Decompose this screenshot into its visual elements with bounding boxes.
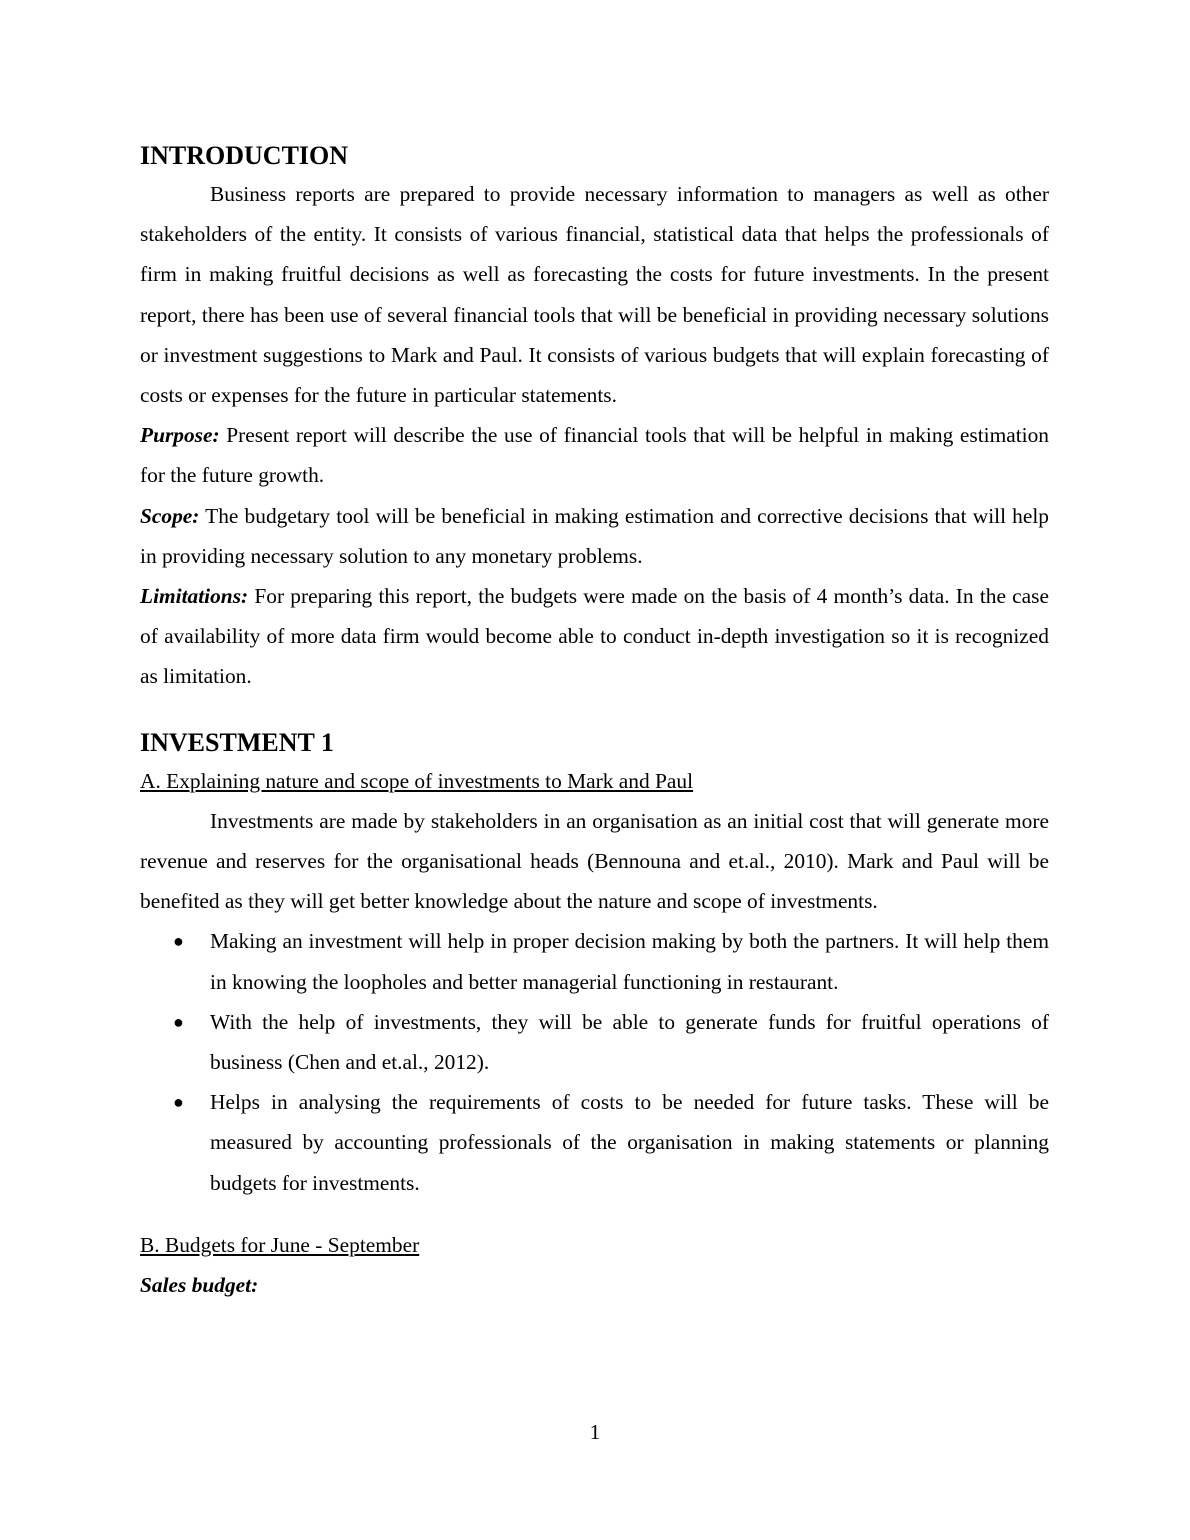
introduction-heading: INTRODUCTION xyxy=(140,141,349,170)
introduction-paragraph: Business reports are prepared to provide necessary information to managers as well as other stakeholders of the entity. It consists of various financial, statistical data that helps the professionals of firm in making fruitful decisions as well as forecasting the costs for future investments. In the present report, there has been use of several financial tools that will be beneficial in providing necessary solutions or investment suggestions to Mark and Paul. It consists of various budgets that will explain forecasting of costs or expenses for the future in particular statements. xyxy=(140,182,1049,408)
scope-label: Scope: xyxy=(140,503,200,528)
purpose-text: Present report will describe the use of financial tools that will be helpful in making estimation for the future growth. xyxy=(140,423,1049,488)
section-spacer xyxy=(140,1203,1049,1225)
subheading-a: A. Explaining nature and scope of investments to Mark and Paul xyxy=(140,768,694,793)
page-number: 1 xyxy=(589,1420,601,1444)
bullet-icon: ● xyxy=(173,1011,184,1032)
limitations-paragraph xyxy=(140,576,1049,697)
list-item-text: With the help of investments, they will be able to generate funds for fruitful operations of business (Chen and et.al., 2012). xyxy=(210,1009,1049,1075)
sales-budget-label: Sales budget: xyxy=(140,1273,259,1298)
investment-paragraph: Investments are made by stakeholders in an organisation as an initial cost that will generate more revenue and reserves for the organisational heads (Bennouna and et.al., 2010). Mark and Paul will be benefited as they will get better knowledge about the nature and scope of investments. xyxy=(140,808,1049,914)
bullet-icon: ● xyxy=(173,1092,184,1113)
list-item xyxy=(140,1082,1049,1203)
purpose-paragraph xyxy=(140,415,1049,495)
limitations-label: Limitations: xyxy=(140,584,249,609)
scope-text: The budgetary tool will be beneficial in making estimation and corrective decisions that will help in providing necessary solution to any monetary problems. xyxy=(140,503,1049,568)
sales-budget-paragraph xyxy=(140,1265,1049,1305)
limitations-text: For preparing this report, the budgets were made on the basis of 4 month’s data. In the case of availability of more data firm would become able to conduct in-depth investigation so it is recognized as limitation. xyxy=(140,584,1049,689)
investment-bullet-list xyxy=(140,921,1049,1202)
document-page xyxy=(140,138,1049,1305)
list-item-text: Helps in analysing the requirements of costs to be needed for future tasks. These will be measured by accounting professionals of the organisation in making statements or planning budgets for investments. xyxy=(210,1090,1049,1195)
list-item xyxy=(140,921,1049,1001)
subheading-b: B. Budgets for June - September xyxy=(140,1232,420,1257)
bullet-icon: ● xyxy=(173,931,184,952)
purpose-label: Purpose: xyxy=(140,423,220,448)
section-spacer xyxy=(140,697,1049,725)
list-item-text: Making an investment will help in proper decision making by both the partners. It will help them in knowing the loopholes and better managerial functioning in restaurant. xyxy=(210,929,1049,994)
investment-1-heading: INVESTMENT 1 xyxy=(140,727,334,757)
list-item xyxy=(140,1002,1049,1082)
scope-paragraph xyxy=(140,496,1049,576)
